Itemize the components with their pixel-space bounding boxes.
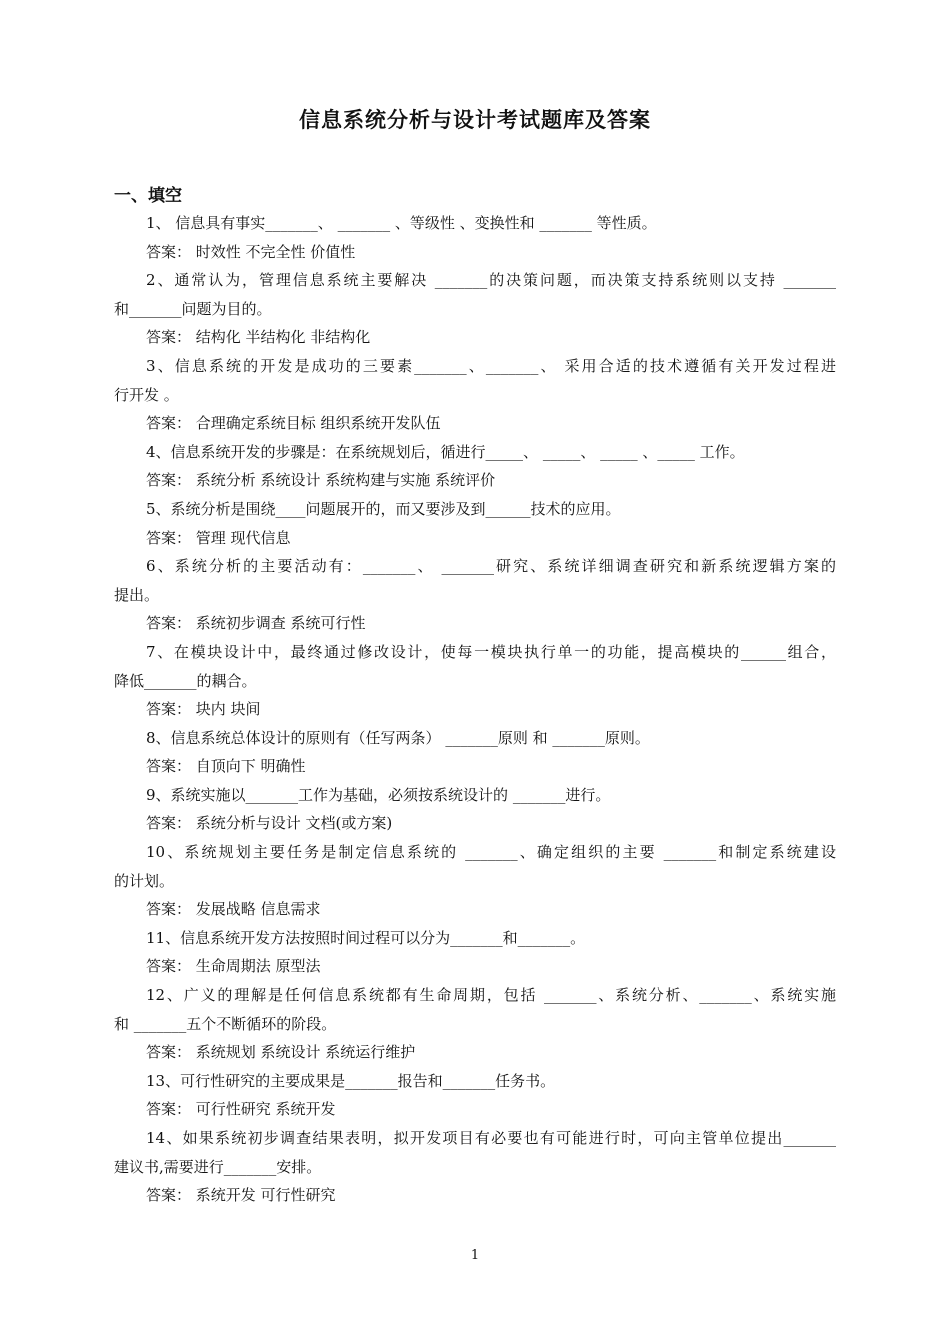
answer-line: 答案： 时效性 不完全性 价值性 — [146, 242, 356, 261]
answer-line: 答案： 系统初步调查 系统可行性 — [146, 614, 366, 633]
question-line: 4、信息系统开发的步骤是：在系统规划后，循进行_____、 _____、 _____ 、_____ 工作。 — [146, 442, 745, 461]
page-title: 信息系统分析与设计考试题库及答案 — [299, 107, 651, 132]
answer-line: 答案： 合理确定系统目标 组织系统开发队伍 — [146, 414, 441, 433]
answer-line: 答案： 结构化 半结构化 非结构化 — [146, 328, 371, 347]
question-line: 7、在模块设计中，最终通过修改设计，使每一模块执行单一的功能，提高模块的______组合， — [146, 642, 836, 661]
question-line: 9、系统实施以_______工作为基础，必须按系统设计的 _______进行。 — [146, 785, 611, 804]
question-line: 6、系统分析的主要活动有：_______、 _______研究、系统详细调查研究和新系统逻辑方案的 — [146, 557, 836, 576]
question-line: 和_______问题为目的。 — [114, 299, 272, 318]
question-line: 3、信息系统的开发是成功的三要素_______、_______、 采用合适的技术遵循有关开发过程进 — [146, 356, 836, 375]
question-line: 的计划。 — [114, 871, 175, 890]
question-line: 11、信息系统开发方法按照时间过程可以分为_______和_______。 — [146, 928, 586, 947]
question-line: 降低_______的耦合。 — [114, 671, 257, 690]
question-line: 12、广义的理解是任何信息系统都有生命周期，包括 _______、系统分析、_______、系统实施 — [146, 986, 836, 1005]
answer-line: 答案： 系统分析 系统设计 系统构建与实施 系统评价 — [146, 471, 496, 490]
question-line: 5、系统分析是围绕____问题展开的，而又要涉及到______技术的应用。 — [146, 499, 621, 518]
answer-line: 答案： 块内 块间 — [146, 700, 261, 719]
question-list — [114, 209, 836, 1210]
question-line: 10、系统规划主要任务是制定信息系统的 _______、确定组织的主要 _______和制定系统建设 — [146, 843, 836, 862]
question-line: 13、可行性研究的主要成果是_______报告和_______任务书。 — [146, 1071, 556, 1090]
answer-line: 答案： 系统规划 系统设计 系统运行维护 — [146, 1043, 416, 1062]
question-line: 和 _______五个不断循环的阶段。 — [114, 1014, 337, 1033]
question-line: 8、信息系统总体设计的原则有（任写两条） _______原则 和 _______原则。 — [146, 728, 650, 747]
answer-line: 答案： 系统分析与设计 文档(或方案) — [146, 814, 393, 833]
question-line: 提出。 — [114, 585, 160, 604]
section-heading: 一、填空 — [114, 186, 182, 206]
question-line: 行开发 。 — [114, 385, 179, 404]
answer-line: 答案： 生命周期法 原型法 — [146, 957, 321, 976]
question-line: 建议书,需要进行_______安排。 — [114, 1157, 322, 1176]
answer-line: 答案： 自顶向下 明确性 — [146, 757, 306, 776]
question-line: 14、如果系统初步调查结果表明，拟开发项目有必要也有可能进行时，可向主管单位提出_______ — [146, 1129, 836, 1147]
answer-line: 答案： 发展战略 信息需求 — [146, 900, 321, 919]
answer-line: 答案： 系统开发 可行性研究 — [146, 1186, 336, 1205]
answer-line: 答案： 可行性研究 系统开发 — [146, 1100, 336, 1119]
answer-line: 答案： 管理 现代信息 — [146, 528, 291, 547]
page-number: 1 — [470, 1248, 480, 1263]
question-line: 2、通常认为，管理信息系统主要解决 _______的决策问题，而决策支持系统则以支持 _______ — [146, 271, 836, 290]
question-line: 1、 信息具有事实_______、 _______ 、等级性 、变换性和 _______ 等性质。 — [146, 214, 657, 232]
